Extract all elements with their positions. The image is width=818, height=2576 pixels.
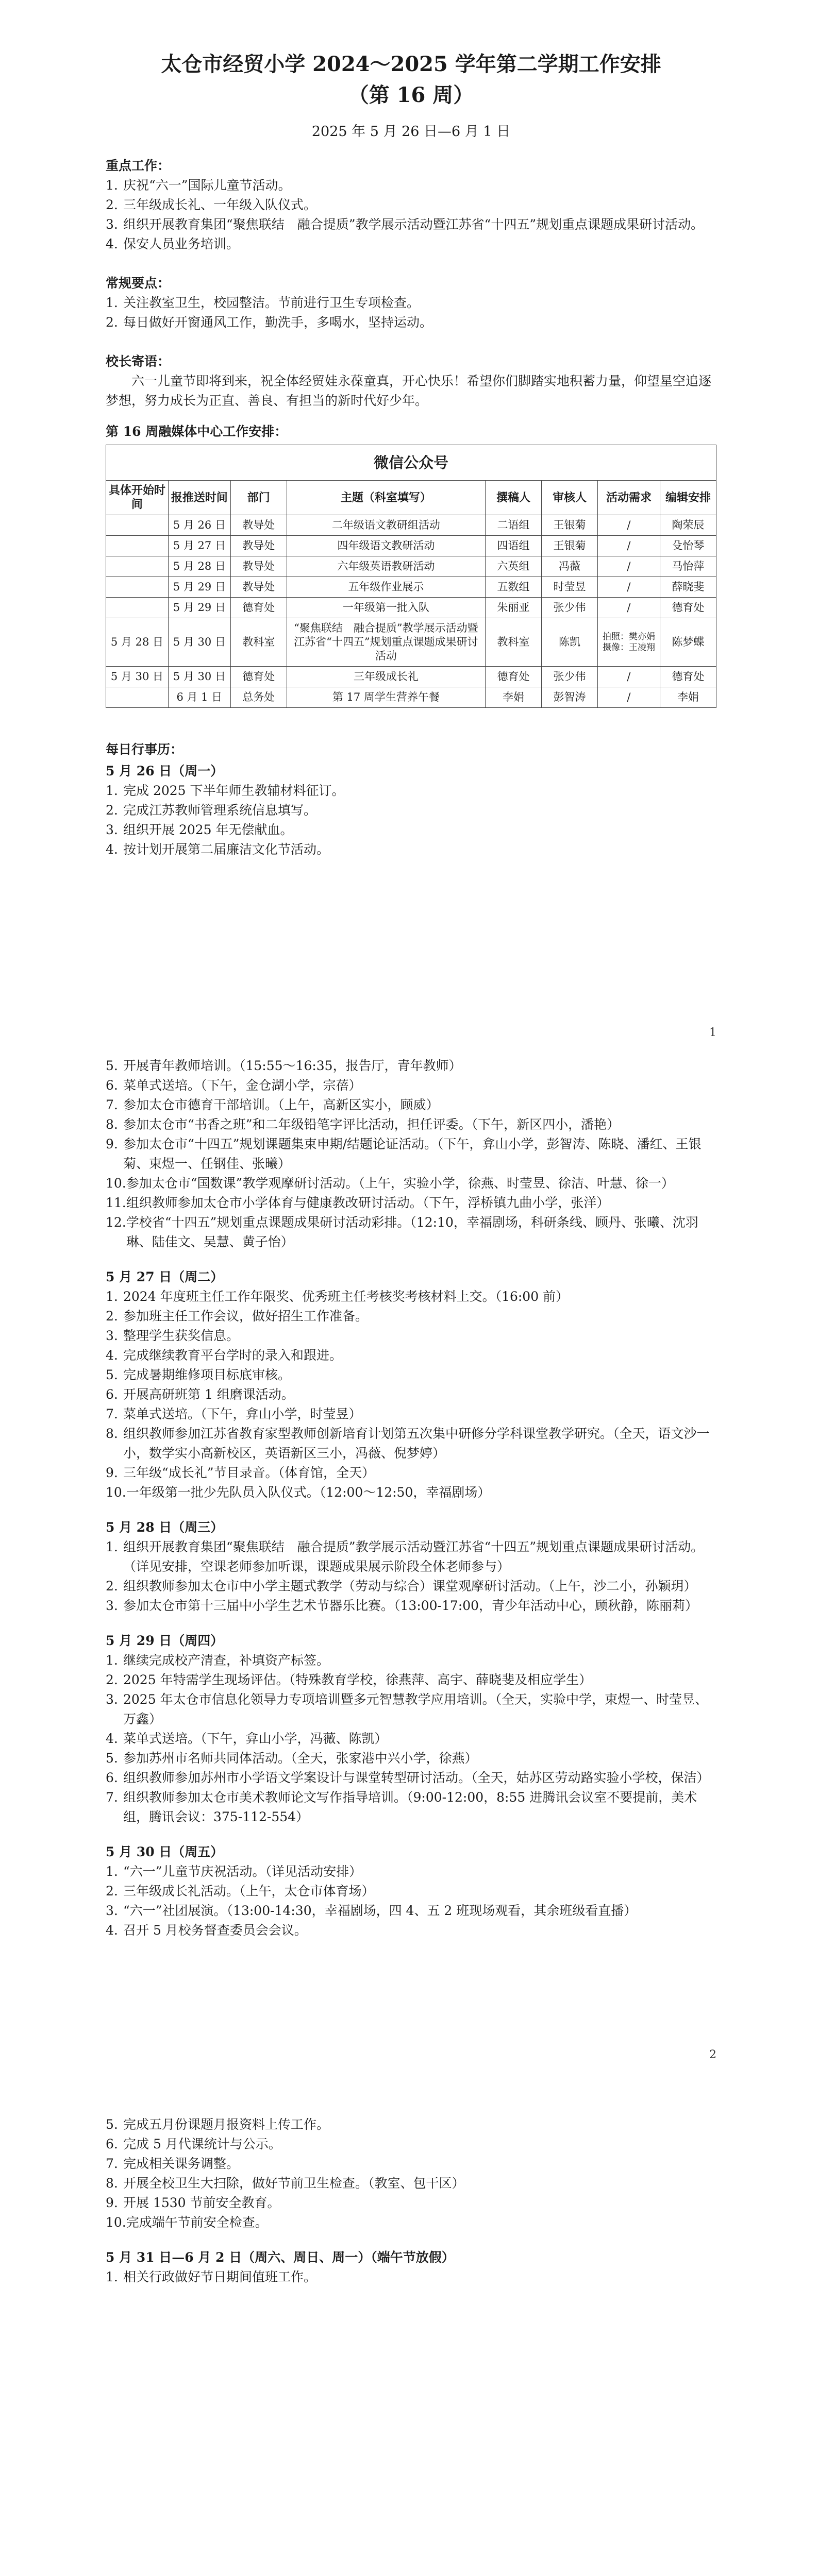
- list-item: 7. 菜单式送培。（下午，弇山小学，时莹昱）: [106, 1406, 362, 1421]
- table-row: 5 月 28 日 教导处 六年级英语教研活动 六英组 冯薇 / 马怡萍: [106, 556, 716, 577]
- table-row: 5 月 28 日 5 月 30 日 教科室 “聚焦联结 融合提质”教学展示活动暨江苏省“十四五”规划重点课题成果研讨活动 教科室 陈凯 拍照：樊亦娟 摄像：王凌翔 陈梦蝶: [106, 618, 716, 667]
- page-2: [0, 1051, 818, 2102]
- column-header: 编辑安排: [660, 481, 716, 515]
- holiday-list: [106, 2267, 716, 2287]
- list-item: 10. 一年级第一批少先队员入队仪式。（12:00～12:50，幸福剧场）: [106, 1485, 491, 1500]
- page-number: 2: [709, 2048, 716, 2061]
- list-item: 10. 参加太仓市“国数课”教学观摩研讨活动。（上午，实验小学，徐燕、时莹昱、徐洁、叶慧、徐一）: [106, 1176, 674, 1191]
- table-row: 5 月 30 日 5 月 30 日 德育处 三年级成长礼 德育处 张少伟 / 德育处: [106, 667, 716, 687]
- list-item: 8. 组织教师参加江苏省教育家型教师创新培育计划第五次集中研修分学科课堂教学研究。（全天，语文沙一小，数学实小高新校区，英语新区三小，冯薇、倪梦婷）: [106, 1426, 710, 1461]
- column-header: 活动需求: [598, 481, 660, 515]
- list-item: 1. 继续完成校产清查，补填资产标签。: [106, 1653, 330, 1668]
- list-item: 4. 完成继续教育平台学时的录入和跟进。: [106, 1348, 343, 1363]
- day-0526-list-cont: [106, 1056, 716, 1252]
- daily-heading: 每日行事历：: [106, 742, 183, 757]
- day-0527-list: [106, 1287, 716, 1502]
- doc-title-line2: （第 16 周）: [348, 83, 474, 107]
- list-item: 6. 菜单式送培。（下午，金仓湖小学，宗蓓）: [106, 1078, 362, 1093]
- list-item: 7. 完成相关课务调整。: [106, 2156, 240, 2171]
- principal-heading: 校长寄语：: [106, 354, 171, 369]
- column-header: 部门: [230, 481, 287, 515]
- list-item: 2. 三年级成长礼活动。（上午，太仓市体育场）: [106, 1884, 375, 1899]
- column-header: 报推送时间: [168, 481, 230, 515]
- routine-heading: 常规要点：: [106, 276, 171, 291]
- list-item: 5. 完成五月份课题月报资料上传工作。: [106, 2117, 330, 2132]
- list-item: 2. 完成江苏教师管理系统信息填写。: [106, 803, 317, 818]
- list-item: 6. 开展高研班第 1 组磨课活动。: [106, 1387, 294, 1402]
- day-heading-0528: 5 月 28 日（周三）: [106, 1520, 224, 1535]
- list-item: 2. 组织教师参加太仓市中小学主题式教学（劳动与综合）课堂观摩研讨活动。（上午，沙二小，孙颖玥）: [106, 1579, 697, 1594]
- list-item: 3. 组织开展教育集团“聚焦联结 融合提质”教学展示活动暨江苏省“十四五”规划重点课题成果研讨活动。: [106, 217, 704, 232]
- column-header: 审核人: [541, 481, 597, 515]
- list-item: 7. 组织教师参加太仓市美术教师论文写作指导培训。（9:00-12:00，8:55 进腾讯会议室不要提前，美术组，腾讯会议：375-112-554）: [106, 1790, 697, 1824]
- key-work-heading: 重点工作：: [106, 158, 171, 173]
- media-heading: 第 16 周融媒体中心工作安排：: [106, 424, 288, 439]
- doc-title-line1: 太仓市经贸小学 2024～2025 学年第二学期工作安排: [161, 52, 661, 76]
- day-heading-0529: 5 月 29 日（周四）: [106, 1633, 224, 1648]
- list-item: 2. 每日做好开窗通风工作，勤洗手，多喝水，坚持运动。: [106, 315, 433, 330]
- table-row: 5 月 27 日 教导处 四年级语文教研活动 四语组 王银菊 / 殳怡琴: [106, 536, 716, 556]
- page-number: 1: [709, 1026, 716, 1039]
- list-item: 3. 组织开展 2025 年无偿献血。: [106, 822, 293, 837]
- principal-message: 六一儿童节即将到来，祝全体经贸娃永葆童真，开心快乐！希望你们脚踏实地积蓄力量，仰望星空追逐梦想，努力成长为正直、善良、有担当的新时代好少年。: [106, 374, 712, 408]
- table-header-row: [106, 481, 716, 515]
- key-work-list: [106, 176, 716, 254]
- page-3: [0, 2102, 818, 2576]
- list-item: 7. 参加太仓市德育干部培训。（上午，高新区实小，顾威）: [106, 1097, 439, 1112]
- list-item: 3. “六一”社团展演。（13:00-14:30，幸福剧场，四 4、五 2 班现场观看，其余班级看直播）: [106, 1903, 637, 1918]
- list-item: 2. 三年级成长礼、一年级入队仪式。: [106, 197, 317, 212]
- page-1: [0, 0, 818, 1051]
- list-item: 4. 菜单式送培。（下午，弇山小学，冯薇、陈凯）: [106, 1731, 388, 1746]
- list-item: 2. 参加班主任工作会议，做好招生工作准备。: [106, 1309, 369, 1324]
- list-item: 3. 整理学生获奖信息。: [106, 1328, 240, 1343]
- list-item: 5. 完成暑期维修项目标底审核。: [106, 1367, 291, 1382]
- column-header: 主题（科室填写）: [287, 481, 485, 515]
- list-item: 12. 学校省“十四五”规划重点课题成果研讨活动彩排。（12:10，幸福剧场，科研条线、顾丹、张曦、沈羽琳、陆佳文、吴慧、黄子怡）: [106, 1215, 698, 1249]
- column-header: 具体开始时间: [106, 481, 169, 515]
- list-item: 3. 2025 年太仓市信息化领导力专项培训暨多元智慧教学应用培训。（全天，实验中学，束煜一、时莹昱、万鑫）: [106, 1692, 708, 1726]
- day-heading-0527: 5 月 27 日（周二）: [106, 1269, 224, 1284]
- list-item: 4. 保安人员业务培训。: [106, 236, 240, 251]
- day-0529-list: [106, 1651, 716, 1827]
- table-row: 6 月 1 日 总务处 第 17 周学生营养午餐 李娟 彭智涛 / 李娟: [106, 687, 716, 708]
- list-item: 1. 组织开展教育集团“聚焦联结 融合提质”教学展示活动暨江苏省“十四五”规划重点课题成果研讨活动。（详见安排，空课老师参加听课，课题成果展示阶段全体老师参与）: [106, 1539, 704, 1574]
- list-item: 9. 开展 1530 节前安全教育。: [106, 2195, 280, 2210]
- list-item: 3. 参加太仓市第十三届中小学生艺术节器乐比赛。（13:00-17:00，青少年活动中心，顾秋静，陈丽莉）: [106, 1598, 698, 1613]
- list-item: 2. 2025 年特需学生现场评估。（特殊教育学校，徐燕萍、高宇、薛晓斐及相应学生）: [106, 1672, 592, 1687]
- list-item: 4. 按计划开展第二届廉洁文化节活动。: [106, 842, 330, 857]
- list-item: 5. 开展青年教师培训。（15:55～16:35，报告厅，青年教师）: [106, 1058, 462, 1073]
- list-item: 1. 2024 年度班主任工作年限奖、优秀班主任考核奖考核材料上交。（16:00 前）: [106, 1289, 569, 1304]
- list-item: 6. 组织教师参加苏州市小学语文学案设计与课堂转型研讨活动。（全天，姑苏区劳动路实验小学校，保洁）: [106, 1770, 710, 1785]
- list-item: 8. 参加太仓市“书香之班”和二年级铅笔字评比活动，担任评委。（下午，新区四小，潘艳）: [106, 1117, 620, 1132]
- day-0526-list: [106, 781, 716, 859]
- day-0530-list: [106, 1862, 716, 1940]
- day-heading-0530: 5 月 30 日（周五）: [106, 1844, 224, 1859]
- list-item: 1. 完成 2025 下半年师生教辅材料征订。: [106, 783, 345, 798]
- list-item: 1. 庆祝“六一”国际儿童节活动。: [106, 178, 291, 193]
- day-0530-list-cont: [106, 2115, 716, 2232]
- day-heading-0526: 5 月 26 日（周一）: [106, 764, 224, 778]
- list-item: 10. 完成端午节前安全检查。: [106, 2215, 268, 2230]
- list-item: 1. 相关行政做好节日期间值班工作。: [106, 2269, 317, 2284]
- list-item: 5. 参加苏州市名师共同体活动。（全天，张家港中兴小学，徐燕）: [106, 1751, 478, 1766]
- list-item: 11. 组织教师参加太仓市小学体育与健康教改研讨活动。（下午，浮桥镇九曲小学，张洋）: [106, 1195, 610, 1210]
- holiday-heading: 5 月 31 日—6 月 2 日（周六、周日、周一）（端午节放假）: [106, 2250, 455, 2265]
- wechat-schedule-table: [106, 445, 716, 708]
- list-item: 6. 完成 5 月代课统计与公示。: [106, 2137, 281, 2151]
- table-row: 5 月 29 日 德育处 一年级第一批入队 朱丽亚 张少伟 / 德育处: [106, 598, 716, 618]
- list-item: 1. “六一”儿童节庆祝活动。（详见活动安排）: [106, 1864, 362, 1879]
- list-item: 8. 开展全校卫生大扫除，做好节前卫生检查。（教室、包干区）: [106, 2176, 465, 2191]
- day-0528-list: [106, 1537, 716, 1616]
- routine-list: [106, 293, 716, 332]
- list-item: 4. 召开 5 月校务督查委员会会议。: [106, 1923, 307, 1938]
- date-range: 2025 年 5 月 26 日—6 月 1 日: [311, 124, 511, 140]
- table-row: 5 月 29 日 教导处 五年级作业展示 五数组 时莹昱 / 薛晓斐: [106, 577, 716, 598]
- list-item: 9. 三年级“成长礼”节目录音。（体育馆，全天）: [106, 1465, 375, 1480]
- table-caption: 微信公众号: [106, 445, 716, 481]
- list-item: 9. 参加太仓市“十四五”规划课题集束申期/结题论证活动。（下午，弇山小学，彭智涛、陈晓、潘红、王银菊、束煜一、任钢佳、张曦）: [106, 1137, 702, 1171]
- list-item: 1. 关注教室卫生，校园整洁。节前进行卫生专项检查。: [106, 295, 420, 310]
- table-row: 5 月 26 日 教导处 二年级语文教研组活动 二语组 王银菊 / 陶荣辰: [106, 515, 716, 536]
- column-header: 撰稿人: [485, 481, 541, 515]
